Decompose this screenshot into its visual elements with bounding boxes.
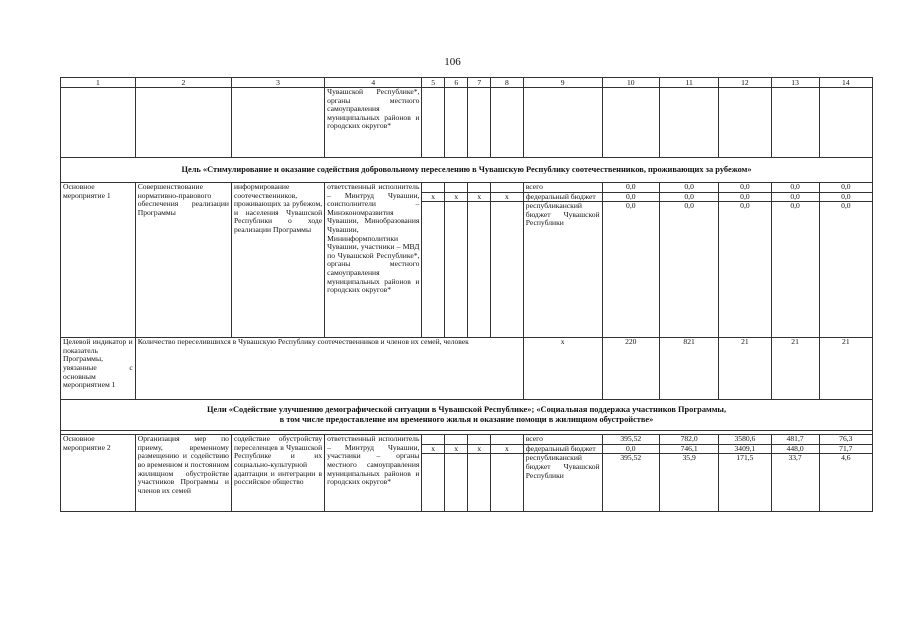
value-cell: 0,0 <box>771 202 819 338</box>
header-cell: 2 <box>135 78 231 88</box>
indicator-title: Целевой индикатор и показатель Программы, увязанные с основным мероприятием 1 <box>61 338 136 400</box>
header-cell: 14 <box>819 78 872 88</box>
header-row <box>61 78 873 88</box>
value-cell: 448,0 <box>771 444 819 454</box>
funding-source: республиканский бюджет Чувашской Республики <box>523 454 602 512</box>
funding-source: федеральный бюджет <box>523 444 602 454</box>
value-cell: 0,0 <box>602 444 659 454</box>
value-cell: 21 <box>719 338 771 400</box>
event-2-executors: ответственный исполнитель – Минтруд Чувашии, участники – органы местного самоуправления муниципальных районов и городских округов* <box>325 435 422 512</box>
code-cell: x <box>523 338 602 400</box>
value-cell: 35,9 <box>659 454 718 512</box>
value-cell: 0,0 <box>771 192 819 202</box>
value-cell: 3409,1 <box>719 444 771 454</box>
code-cell: x <box>422 192 445 202</box>
header-cell: 6 <box>444 78 468 88</box>
value-cell: 0,0 <box>819 183 872 193</box>
value-cell: 395,52 <box>602 454 659 512</box>
header-cell: 13 <box>771 78 819 88</box>
header-cell: 5 <box>422 78 445 88</box>
header-cell: 12 <box>719 78 771 88</box>
continuation-row <box>61 88 873 158</box>
header-cell: 1 <box>61 78 136 88</box>
event-1-result: информирование соотечественников, проживающих за рубежом, и населения Чувашской Республики о ходе реализации Программы <box>231 183 324 338</box>
value-cell: 0,0 <box>602 183 659 193</box>
event-2-title: Основное мероприятие 2 <box>61 435 136 512</box>
value-cell: 0,0 <box>819 192 872 202</box>
value-cell: 0,0 <box>659 202 718 338</box>
goal-title-line: Цели «Содействие улучшению демографической ситуации в Чувашской Республике»; «Социальная поддержка участников Программы, <box>206 405 727 415</box>
code-cell: x <box>468 444 491 454</box>
value-cell: 71,7 <box>819 444 872 454</box>
goal-title: Цель «Стимулирование и оказание содействия добровольному переселению в Чувашскую Республику соотечественников, проживающих за рубежом» <box>61 158 873 183</box>
goal-title-line: в том числе предоставление им временного жилья и оказание помощи в жилищном обустройстве» <box>279 415 654 425</box>
value-cell: 821 <box>659 338 718 400</box>
program-table <box>60 77 873 512</box>
value-cell: 171,5 <box>719 454 771 512</box>
continuation-executors: Чувашской Республике*, органы местного самоуправления муниципальных районов и городских округов* <box>325 88 422 158</box>
value-cell: 4,6 <box>819 454 872 512</box>
event-2-name: Организация мер по приему, временному размещению и содействию во временном и постоянном жилищном обустройстве участников Программы и членов их семей <box>135 435 231 512</box>
value-cell: 0,0 <box>659 183 718 193</box>
event-1-title: Основное мероприятие 1 <box>61 183 136 338</box>
funding-source: республиканский бюджет Чувашской Республики <box>523 202 602 338</box>
value-cell: 21 <box>771 338 819 400</box>
value-cell: 33,7 <box>771 454 819 512</box>
value-cell: 395,52 <box>602 435 659 445</box>
value-cell: 0,0 <box>719 202 771 338</box>
funding-source: всего <box>523 183 602 193</box>
header-cell: 7 <box>468 78 491 88</box>
value-cell: 3580,6 <box>719 435 771 445</box>
funding-source: всего <box>523 435 602 445</box>
indicator-text: Количество переселившихся в Чувашскую Республику соотечественников и членов их семей, человек <box>135 338 523 400</box>
goal-title <box>61 400 873 431</box>
header-cell: 11 <box>659 78 718 88</box>
event-1-executors: ответственный исполнитель – Минтруд Чувашии, соисполнители – Минэкономразвития Чувашии, Минобразования Чувашии, Мининформполитики Чувашии, участники – МВД по Чувашской Республике*, органы местного самоуправления муниципальных районов и городских округов* <box>325 183 422 338</box>
value-cell: 76,3 <box>819 435 872 445</box>
value-cell: 0,0 <box>771 183 819 193</box>
event-2-row-total <box>61 435 873 445</box>
header-cell: 10 <box>602 78 659 88</box>
page-number: 106 <box>444 56 461 68</box>
header-cell: 3 <box>231 78 324 88</box>
value-cell: 0,0 <box>719 183 771 193</box>
code-cell: x <box>491 444 524 454</box>
event-2-result: содействие обустройству переселенцев в Чувашской Республике и их социально-культурной адаптации и интеграции в российское общество <box>231 435 324 512</box>
code-cell: x <box>491 192 524 202</box>
goal-row <box>61 400 873 431</box>
value-cell: 220 <box>602 338 659 400</box>
value-cell: 21 <box>819 338 872 400</box>
code-cell: x <box>444 192 468 202</box>
event-1-row-total <box>61 183 873 193</box>
code-cell: x <box>422 444 445 454</box>
header-cell: 8 <box>491 78 524 88</box>
code-cell: x <box>444 444 468 454</box>
code-cell: x <box>468 192 491 202</box>
event-1-name: Совершенствование нормативно-правового обеспечения реализации Программы <box>135 183 231 338</box>
value-cell: 481,7 <box>771 435 819 445</box>
indicator-1-row <box>61 338 873 400</box>
value-cell: 0,0 <box>819 202 872 338</box>
value-cell: 0,0 <box>602 192 659 202</box>
goal-row <box>61 158 873 183</box>
value-cell: 746,1 <box>659 444 718 454</box>
value-cell: 0,0 <box>719 192 771 202</box>
value-cell: 0,0 <box>602 202 659 338</box>
value-cell: 782,0 <box>659 435 718 445</box>
value-cell: 0,0 <box>659 192 718 202</box>
header-cell: 4 <box>325 78 422 88</box>
header-cell: 9 <box>523 78 602 88</box>
funding-source: федеральный бюджет <box>523 192 602 202</box>
